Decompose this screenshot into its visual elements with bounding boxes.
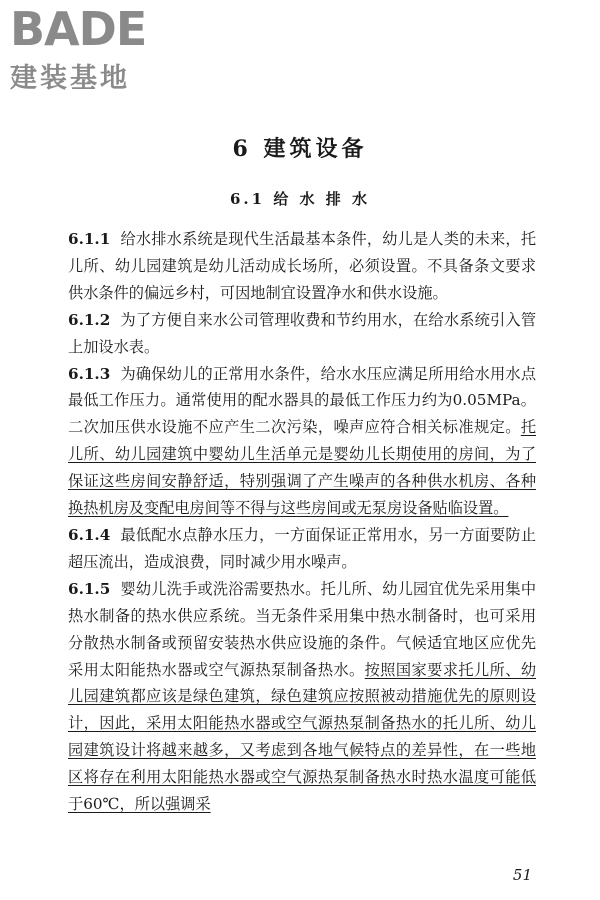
clause-number: 6.1.1 [68,230,111,248]
clause-6-1-5 [68,576,536,818]
clause-6-1-2 [68,307,536,361]
clause-text: 为了方便自来水公司管理收费和节约用水，在给水系统引入管上加设水表。 [68,310,536,356]
document-body [68,226,536,818]
logo-wordmark: BADE [10,2,147,56]
clause-underlined-text: 托儿所、幼儿园建筑中婴幼儿生活单元是婴幼儿长期使用的房间，为了保证这些房间安静舒适，特别强调了产生噪声的各种供水机房、各种换热机房及变配电房间等不得与这些房间或无泵房设备贴临设置。 [68,418,536,518]
clause-text: 给水排水系统是现代生活最基本条件，幼儿是人类的未来，托儿所、幼儿园建筑是幼儿活动成长场所，必须设置。不具备条文要求供水条件的偏远乡村，可因地制宜设置净水和供水设施。 [68,230,536,302]
clause-number: 6.1.4 [68,525,111,544]
clause-number: 6.1.3 [68,364,111,383]
chapter-title: 6 建筑设备 [232,136,368,162]
clause-6-1-4 [68,522,536,576]
bade-logo [10,2,175,94]
clause-number: 6.1.5 [68,579,111,598]
clause-number: 6.1.2 [68,310,111,329]
page-number: 51 [512,866,532,884]
clause-underlined-text: 按照国家要求托儿所、幼儿园建筑都应该是绿色建筑，绿色建筑应按照被动措施优先的原则设计，因此，采用太阳能热水器或空气源热泵制备热水的托儿所、幼儿园建筑设计将越来越多，又考虑到各地气候特点的差异性，在一些地区将存在利用太阳能热水器或空气源热泵制备热水时热水温度可能低于60℃，所以强调采 [68,660,537,814]
clause-text: 最低配水点静水压力，一方面保证正常用水，另一方面要防止超压流出，造成浪费，同时减少用水噪声。 [68,525,536,571]
clause-6-1-1 [68,226,536,307]
clause-text: 为确保幼儿的正常用水条件，给水水压应满足所用给水用水点最低工作压力。通常使用的配水器具的最低工作压力约为0.05MPa。二次加压供水设施不应产生二次污染，噪声应符合相关标准规定。 [68,364,536,437]
logo-subtitle: 建装基地 [10,63,130,94]
clause-6-1-3 [68,361,536,522]
clause-text: 婴幼儿洗手或洗浴需要热水。托儿所、幼儿园宜优先采用集中热水制备的热水供应系统。当无条件采用集中热水制备时，也可采用分散热水制备或预留安装热水供应设施的条件。气候适宜地区应优先采用太阳能热水器或空气源热泵制备热水。 [68,579,536,679]
section-title: 6.1 给 水 排 水 [230,190,370,208]
